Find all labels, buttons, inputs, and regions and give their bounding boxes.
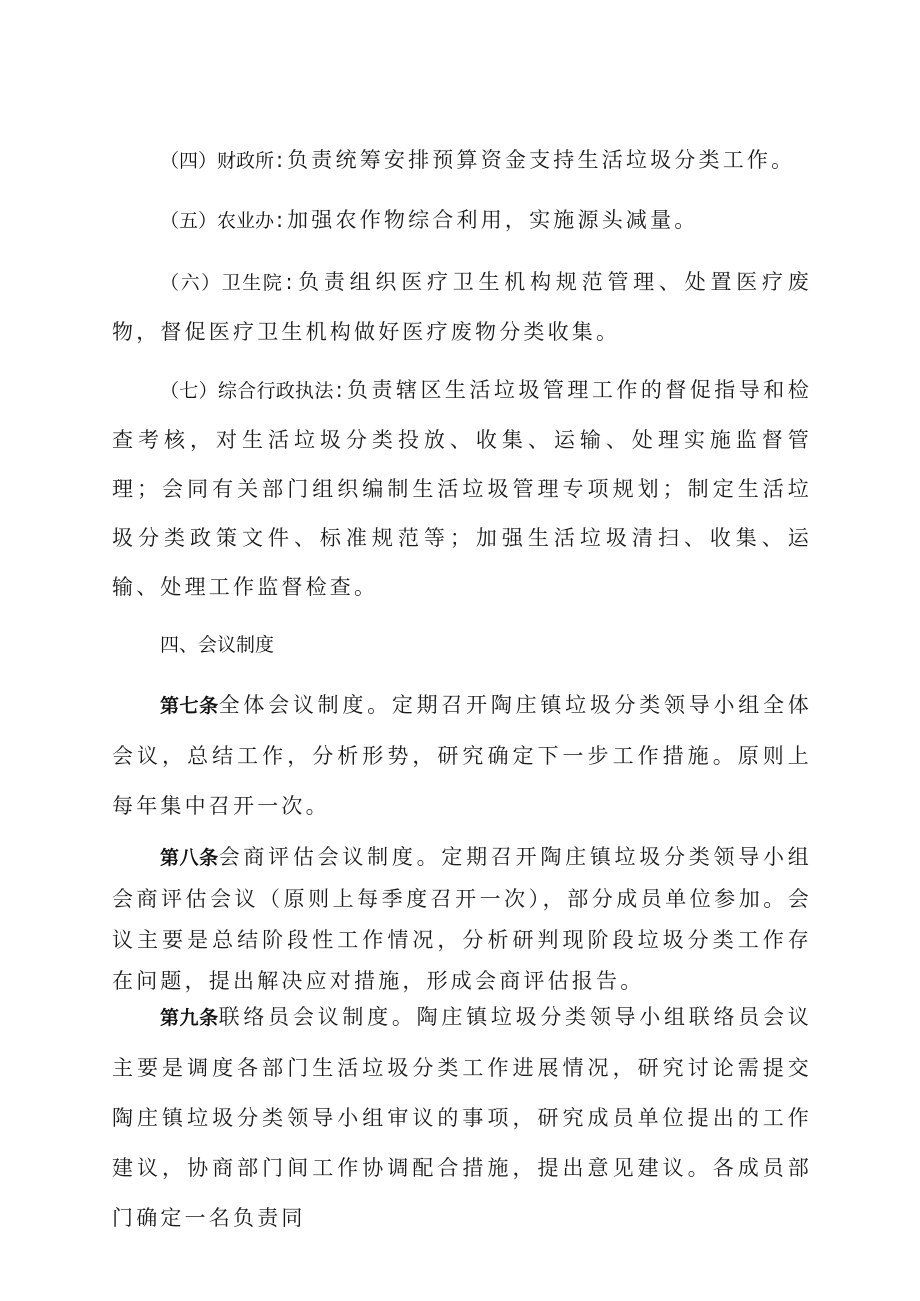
article-text: 联络员会议制度。陶庄镇垃圾分类领导小组联络员会议主要是调度各部门生活垃圾分类工作进展情况，研究讨论需提交陶庄镇垃圾分类领导小组审议的事项，研究成员单位提出的工作建议，协商部门间工作协调配合措施，提出意见建议。各成员部门确定一名负责同 (112, 1005, 812, 1230)
item-law-enforcement (112, 366, 812, 612)
section-heading: 四、会议制度 (160, 634, 275, 656)
article-nine (112, 992, 812, 1243)
item-health-center (112, 258, 812, 357)
item-separator: : (276, 148, 284, 172)
item-text: 负责统筹安排预算资金支持生活垃圾分类工作。 (287, 148, 796, 172)
item-separator: : (335, 378, 343, 402)
item-label: （五）农业办 (160, 210, 275, 232)
item-label: （六）卫生院 (160, 272, 284, 294)
article-label: 第九条 (160, 1007, 219, 1029)
item-text: 负责辖区生活垃圾管理工作的督促指导和检查考核，对生活垃圾分类投放、收集、运输、处理实施监督管理；会同有关部门组织编制生活垃圾管理专项规划；制定生活垃圾分类政策文件、标准规范等；加强生活垃圾清扫、收集、运输、处理工作监督检查。 (112, 378, 812, 599)
item-text: 加强农作物综合利用，实施源头减量。 (287, 208, 699, 232)
item-label: （四）财政所 (160, 150, 275, 172)
item-separator: : (285, 270, 293, 294)
item-text: 负责组织医疗卫生机构规范管理、处置医疗废物，督促医疗卫生机构做好医疗废物分类收集。 (112, 270, 812, 344)
article-text: 会商评估会议制度。定期召开陶庄镇垃圾分类领导小组会商评估会议（原则上每季度召开一次），部分成员单位参加。会议主要是总结阶段性工作情况，分析研判现阶段垃圾分类工作存在问题，提出解决应对措施，形成会商评估报告。 (112, 845, 812, 993)
item-finance (112, 136, 812, 186)
article-text: 全体会议制度。定期召开陶庄镇垃圾分类领导小组全体会议，总结工作，分析形势，研究确定下一步工作措施。原则上每年集中召开一次。 (112, 693, 812, 818)
article-label: 第八条 (160, 847, 219, 869)
item-agriculture (112, 196, 812, 246)
article-seven (112, 680, 812, 831)
item-separator: : (276, 208, 284, 232)
item-label: （七）综合行政执法 (160, 380, 334, 402)
article-eight (112, 837, 812, 1002)
article-label: 第七条 (160, 695, 219, 717)
